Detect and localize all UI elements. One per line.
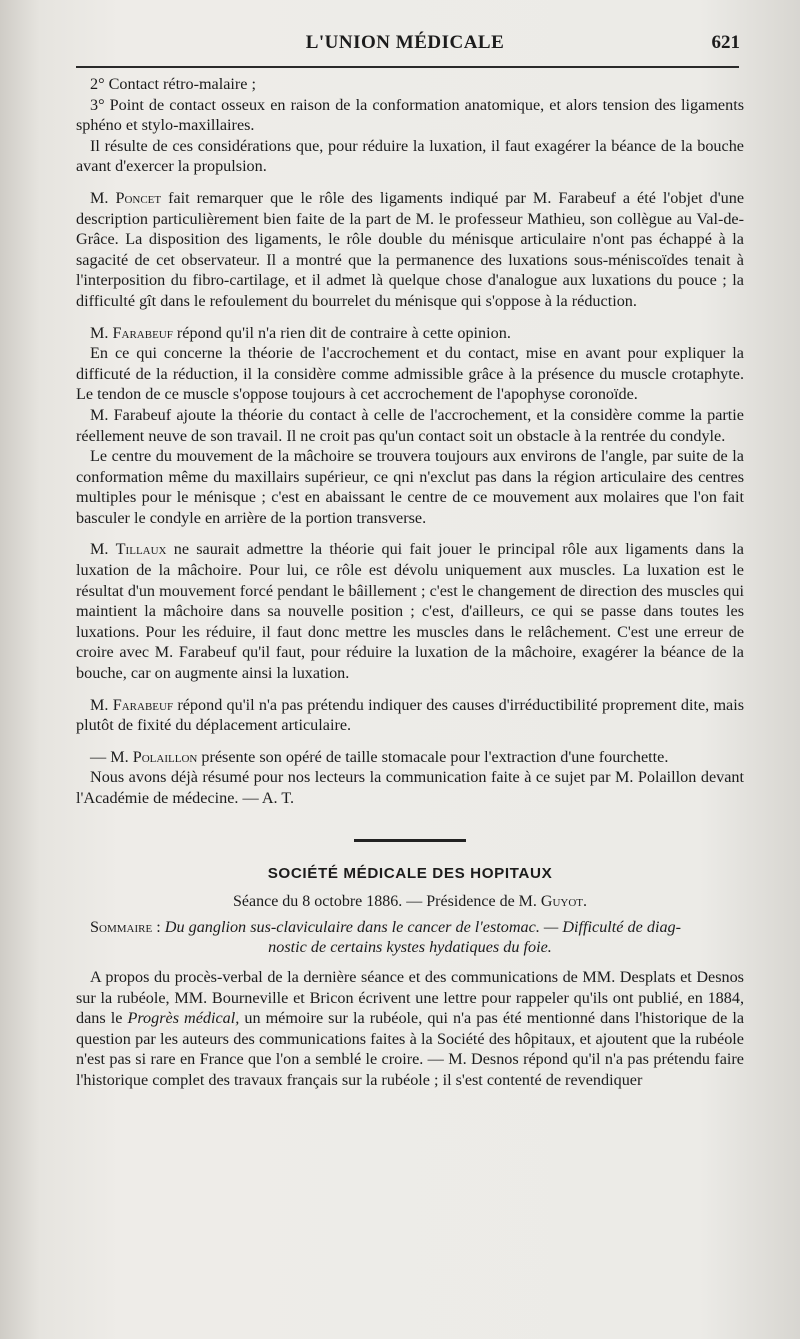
paragraph-tillaux: M. Tillaux ne saurait admettre la théorie qui fait jouer le principal rôle aux ligaments dans la luxation de la mâchoire. Pour lui, ce rôle est dévolu uniquement aux muscles. La luxation est le résultat d'un mouvement forcé pendant le bâillement ; c'est le changement de direction des muscles qui maintient la mâchoire dans sa nouvelle position ; c'est, d'ailleurs, ce qui se passe dans toutes les luxations. Pour les réduire, il faut donc mettre les muscles dans le relâchement. C'est une erreur de croire avec M. Farabeuf qu'il faut, pour réduire la luxation de la mâchoire, exagérer la béance de la bouche, car on augmente ainsi la luxation. (76, 540, 744, 683)
summary-continuation: nostic de certains kystes hydatiques du foie. (268, 938, 552, 957)
article-body (76, 74, 744, 1091)
speaker-name: Poncet (115, 188, 162, 207)
speaker-name: Farabeuf (112, 323, 173, 342)
section-separator (354, 839, 466, 842)
speaker-name: Farabeuf (112, 695, 174, 714)
journal-title: Progrès médical, (127, 1009, 240, 1028)
section-title: SOCIÉTÉ MÉDICALE DES HOPITAUX (267, 864, 553, 882)
paragraph-poncet: M. Poncet fait remarquer que le rôle des ligaments indiqué par M. Farabeuf a été l'objet d'une description particulièrement bien faite de la part de M. le professeur Mathieu, son collègue au Val-de-Grâce. La disposition des ligaments, le rôle double du ménisque articulaire n'ont pas échappé à la sagacité de cet observateur. Il a montré que la permanence des luxations sous-méniscoïdes tenait à l'interposition du fibro-cartilage, et il admet là quelque chose d'analogue aux luxations du pouce ; la difficulté gît dans le refoulement du bourrelet du ménisque qui s'oppose à la réduction. (76, 188, 744, 310)
running-title: L'UNION MÉDICALE (305, 32, 505, 53)
paragraph-farabeuf-response: M. Farabeuf répond qu'il n'a pas prétendu indiquer des causes d'irréductibilité proprement dite, mais plutôt de fixité du déplacement articulaire. (76, 695, 745, 735)
paragraph-contact-retro-malaire: 2° Contact rétro-malaire ; (90, 75, 257, 93)
header-rule (76, 66, 739, 68)
summary-label: Sommaire : (90, 917, 161, 936)
paragraph-polaillon: — M. Polaillon présente son opéré de taille stomacale pour l'extraction d'une fourchette. (90, 747, 669, 766)
paragraph-centre-mouvement: Le centre du mouvement de la mâchoire se trouvera toujours aux environs de l'angle, par suite de la conformation même du maxillairs supérieur, ce qni n'exclut pas dans la région articulaire des centres multiples pour le ménisque ; c'est en abaissant le centre de ce mouvement aux molaires que l'on fait basculer le condyle en arrière de la portion transverse. (76, 447, 744, 527)
paragraph-theorie-contact: M. Farabeuf ajoute la théorie du contact à celle de l'accrochement, et la considère comme la partie réellement neuve de son travail. Il ne croit pas qu'un contact soit un obstacle à la rentrée du condyle. (76, 405, 744, 445)
page-header (70, 28, 740, 58)
paragraph-point-de-contact: 3° Point de contact osseux en raison de la conformation anatomique, et alors tension des ligaments sphéno et stylo-maxillaires. (76, 95, 744, 135)
summary: Sommaire : Du ganglion sus-claviculaire dans le cancer de l'estomac. — Difficulté de diag- (90, 917, 682, 936)
speaker-name: Tillaux (115, 540, 167, 559)
president-name: Guyot. (540, 893, 588, 911)
speaker-name: Polaillon (132, 747, 198, 766)
paragraph-conclusion: Il résulte de ces considérations que, pour réduire la luxation, il faut exagérer la béance de la bouche avant d'exercer la propulsion. (76, 136, 744, 176)
page-number: 621 (711, 32, 740, 53)
paragraph-farabeuf-reply: M. Farabeuf répond qu'il n'a rien dit de contraire à cette opinion. (90, 323, 511, 342)
paragraph-rubeole: A propos du procès-verbal de la dernière séance et des communications de MM. Desplats et Desnos sur la rubéole, MM. Bourneville et Bricon écrivent une lettre pour rappeler qu'ils ont publié, en 1884, dans le Progrès médical, un mémoire sur la rubéole, qui n'a pas été mentionné dans l'historique de la question par les auteurs des communications faites à la Société des hôpitaux, et ajoutent que la rubéole n'est pas si rare en France que l'on a semblé le croire. — M. Desnos répond qu'il n'a pas prétendu faire l'historique complet des travaux français sur la rubéole ; il s'est contenté de revendiquer (76, 967, 745, 1089)
session-line: Séance du 8 octobre 1886. — Présidence de M. Guyot. (232, 893, 588, 911)
paragraph-accrochement: En ce qui concerne la théorie de l'accrochement et du contact, mise en avant pour expliquer la difficuté de la réduction, il la considère comme admissible grâce à la présence du muscle crotaphyte. Le tendon de ce muscle s'oppose toujours à cet accrochement de l'apophyse coronoïde. (76, 344, 744, 404)
paragraph-resume: Nous avons déjà résumé pour nos lecteurs la communication faite à ce sujet par M. Polaillon devant l'Académie de médecine. — A. T. (76, 768, 744, 807)
